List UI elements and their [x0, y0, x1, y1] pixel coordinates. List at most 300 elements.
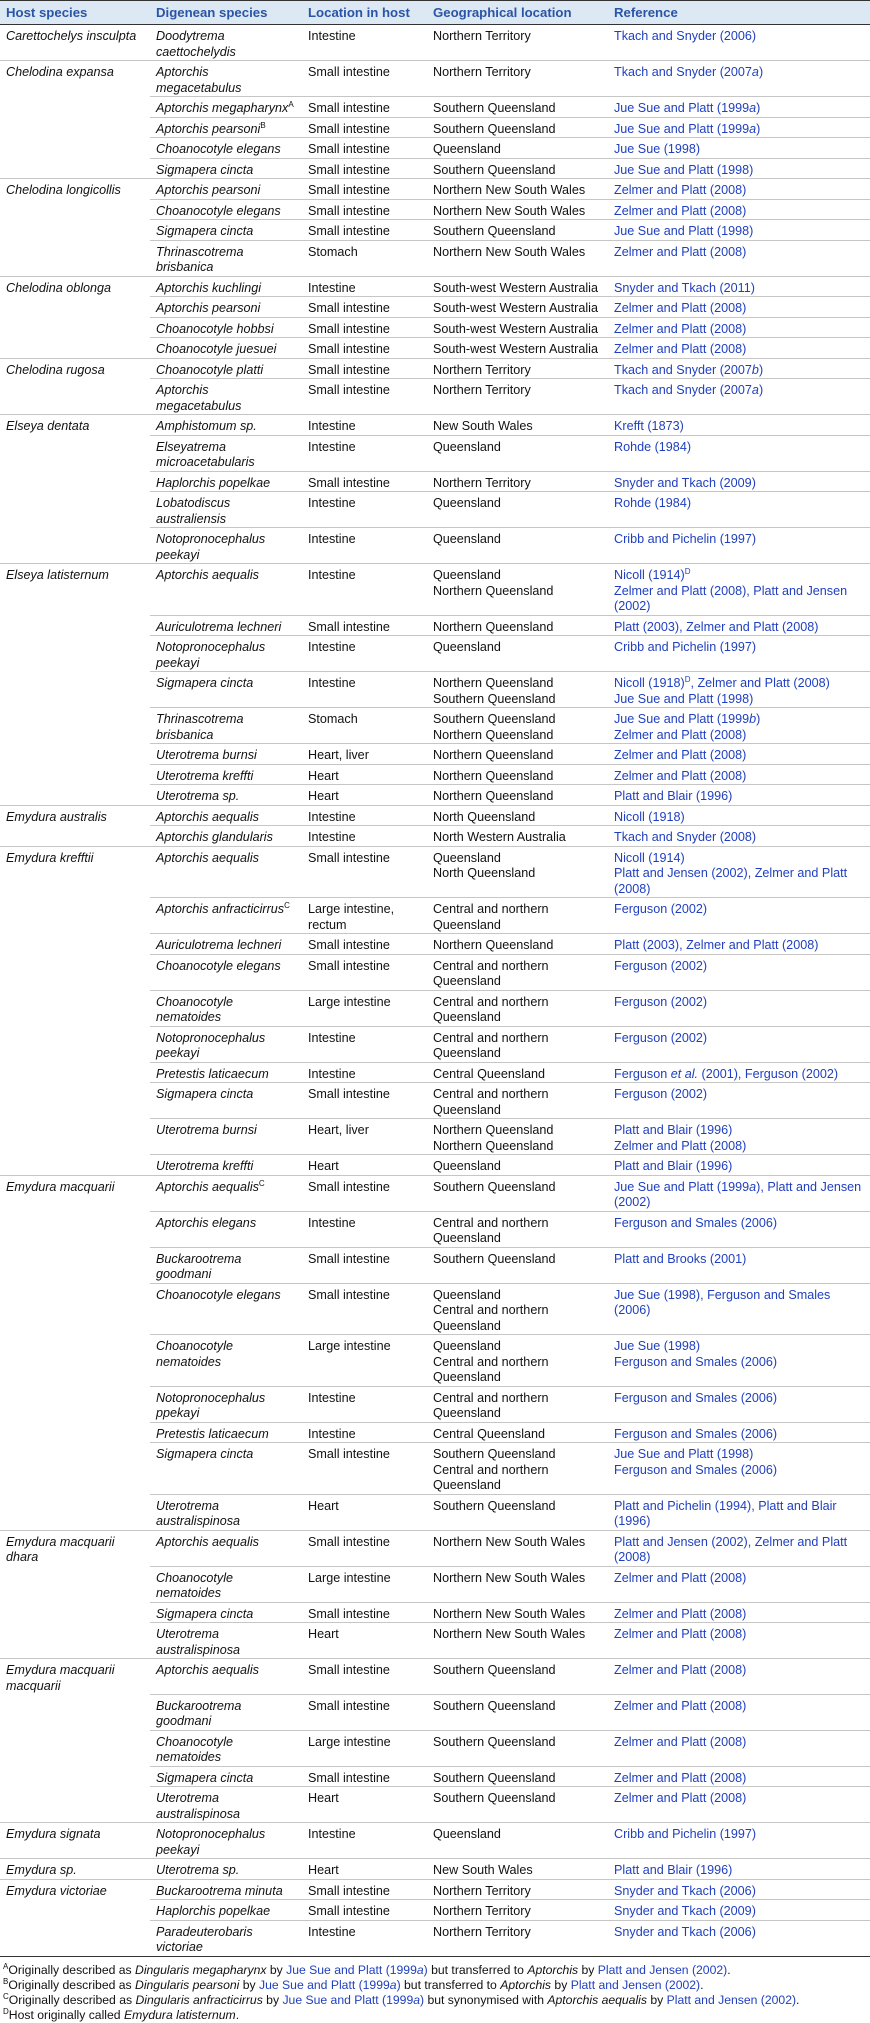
geographical-location-line: Northern Queensland	[433, 789, 554, 803]
geographical-location-cell	[427, 415, 608, 436]
reference-cell	[608, 1386, 870, 1422]
geographical-location-line: Northern Territory	[433, 1924, 531, 1939]
reference-link[interactable]	[614, 440, 864, 456]
reference-text: Zelmer and Platt (2008)	[614, 1734, 747, 1749]
location-in-host-cell: Stomach	[302, 708, 427, 744]
location-in-host-cell: Intestine	[302, 636, 427, 672]
host-species-cell	[0, 826, 150, 847]
table-row	[0, 138, 870, 159]
reference-link[interactable]	[614, 322, 864, 338]
digenean-species-cell	[150, 1694, 302, 1730]
geographical-location-cell	[427, 744, 608, 765]
reference-link[interactable]	[614, 1139, 864, 1155]
location-in-host-cell: Intestine	[302, 1422, 427, 1443]
reference-link[interactable]	[614, 204, 864, 220]
location-in-host-cell: Intestine	[302, 528, 427, 564]
reference-link[interactable]	[614, 789, 864, 805]
digenean-species-name: Buckarootrema minuta	[156, 1883, 283, 1898]
location-in-host-cell: Small intestine	[302, 934, 427, 955]
digenean-species-cell	[150, 1623, 302, 1659]
reference-link[interactable]	[614, 938, 864, 954]
digenean-species-cell	[150, 317, 302, 338]
host-species-cell	[0, 1787, 150, 1823]
reference-link[interactable]	[614, 245, 864, 261]
footnotes	[0, 1957, 870, 2023]
reference-link[interactable]	[614, 728, 864, 744]
location-in-host-cell: Intestine	[302, 805, 427, 826]
table-row	[0, 117, 870, 138]
digenean-species-cell	[150, 744, 302, 765]
reference-link[interactable]	[614, 568, 864, 584]
reference-link[interactable]: Jue Sue and Platt (1999a)	[282, 1992, 425, 2007]
host-species-cell	[0, 708, 150, 744]
table-row	[0, 317, 870, 338]
digenean-species-name: Uterotrema australispinosa	[156, 1791, 241, 1821]
digenean-species-name: Uterotrema australispinosa	[156, 1498, 241, 1528]
host-species-cell: Chelodina expansa	[6, 65, 114, 79]
reference-link[interactable]: Platt and Jensen (2002)	[570, 1977, 701, 1992]
table-row	[0, 220, 870, 241]
reference-link[interactable]: Platt and Jensen (2002)	[597, 1962, 728, 1977]
reference-text: Ferguson (2002)	[614, 958, 708, 973]
host-species-cell	[0, 117, 150, 138]
digenean-species-cell	[150, 1083, 302, 1119]
host-species-cell	[0, 1155, 150, 1176]
reference-link[interactable]	[614, 1499, 864, 1530]
reference-link[interactable]	[614, 1925, 864, 1941]
geographical-location-line: Northern Territory	[433, 383, 531, 397]
geographical-location-cell	[427, 1443, 608, 1495]
reference-link[interactable]	[614, 995, 864, 1011]
reference-link[interactable]	[614, 810, 864, 826]
location-in-host-cell: Heart	[302, 1155, 427, 1176]
digenean-species-cell	[150, 25, 302, 61]
reference-cell	[608, 415, 870, 436]
reference-cell	[608, 672, 870, 708]
reference-text: (2002)	[614, 1195, 651, 1209]
reference-link[interactable]	[614, 692, 864, 708]
reference-text: Nicoll (1918)	[614, 809, 685, 824]
host-species-cell	[0, 471, 150, 492]
host-species-cell	[0, 1443, 150, 1495]
location-in-host-cell: Large intestine	[302, 990, 427, 1026]
reference-cell	[608, 1766, 870, 1787]
host-species-cell	[0, 220, 150, 241]
geographical-location-cell	[427, 1623, 608, 1659]
reference-link[interactable]	[614, 676, 864, 692]
reference-link[interactable]	[614, 851, 864, 867]
reference-link[interactable]	[614, 1535, 864, 1566]
geographical-location-line: Northern Queensland	[433, 583, 554, 598]
reference-text: Ferguson (2002)	[614, 902, 708, 916]
reference-link[interactable]	[614, 496, 864, 512]
geographical-location-cell	[427, 220, 608, 241]
digenean-species-name: Choanocotyle elegans	[156, 203, 281, 218]
reference-link[interactable]	[614, 640, 864, 656]
reference-cell	[608, 1062, 870, 1083]
digenean-species-name: Choanocotyle nematoides	[156, 1734, 234, 1764]
table-row	[0, 1879, 870, 1900]
location-in-host-cell: Small intestine	[302, 615, 427, 636]
geographical-location-line: Northern Territory	[433, 29, 531, 43]
location-in-host-cell: Intestine	[302, 25, 427, 61]
digenean-species-cell	[150, 636, 302, 672]
reference-link[interactable]	[614, 301, 864, 317]
digenean-species-name: Choanocotyle nematoides	[156, 1570, 234, 1600]
reference-link[interactable]	[614, 1791, 864, 1807]
reference-link[interactable]	[614, 419, 864, 435]
reference-text: Zelmer and Platt (2008)	[614, 203, 747, 218]
reference-link[interactable]	[614, 1031, 864, 1047]
reference-link[interactable]	[614, 902, 864, 918]
geographical-location-line: New South Wales	[433, 1863, 533, 1877]
table-row	[0, 435, 870, 471]
geographical-location-line: Northern Queensland	[433, 1138, 554, 1153]
reference-link[interactable]	[614, 1067, 864, 1083]
geographical-location-line: Southern Queensland	[433, 162, 556, 177]
location-in-host-cell: Small intestine	[302, 297, 427, 318]
geographical-location-cell	[427, 636, 608, 672]
geographical-location-cell	[427, 61, 608, 97]
reference-cell	[608, 97, 870, 118]
digenean-species-name: Aptorchis aequalis	[156, 1534, 259, 1549]
digenean-species-name: Sigmapera cincta	[156, 224, 254, 238]
header-geographical-location: Geographical location	[427, 1, 608, 25]
reference-link[interactable]	[614, 224, 864, 240]
table-row	[0, 338, 870, 359]
reference-text: Cribb and Pichelin (1997)	[614, 1827, 757, 1841]
table-row	[0, 158, 870, 179]
digenean-species-cell	[150, 1566, 302, 1602]
table-row	[0, 1494, 870, 1530]
reference-text: Zelmer and Platt (2008)	[614, 321, 747, 336]
footnote	[3, 1993, 867, 2008]
digenean-species-name: Notopronocephalus ppekayi	[156, 1390, 266, 1420]
reference-link[interactable]	[614, 163, 864, 179]
host-species-cell: Elseya dentata	[6, 419, 90, 433]
reference-link[interactable]	[614, 1180, 864, 1211]
host-species-cell	[0, 199, 150, 220]
reference-text: Nicoll (1914)	[614, 850, 685, 865]
table-row	[0, 1787, 870, 1823]
reference-link[interactable]	[614, 1699, 864, 1715]
geographical-location-line: Northern Queensland	[433, 938, 554, 952]
reference-text: Platt and Brooks (2001)	[614, 1251, 747, 1266]
reference-link[interactable]	[614, 1827, 864, 1843]
geographical-location-cell	[427, 708, 608, 744]
digenean-species-name: Sigmapera cincta	[156, 1087, 254, 1101]
table-row	[0, 1659, 870, 1695]
geographical-location-cell	[427, 240, 608, 276]
location-in-host-cell: Small intestine	[302, 1283, 427, 1335]
geographical-location-line: Central and northern Queensland	[433, 1303, 549, 1333]
table-row	[0, 954, 870, 990]
digenean-species-name: Uterotrema burnsi	[156, 1123, 257, 1137]
digenean-species-name: Aptorchis megacetabulus	[156, 383, 242, 413]
digenean-species-cell	[150, 379, 302, 415]
location-in-host-cell: Small intestine	[302, 338, 427, 359]
reference-link[interactable]	[614, 1123, 864, 1139]
reference-text: Tkach and Snyder (2006)	[614, 29, 757, 43]
host-species-cell	[0, 240, 150, 276]
reference-text: Platt and Blair (1996)	[614, 1159, 733, 1173]
digenean-species-name: Notopronocephalus peekayi	[156, 1030, 266, 1060]
geographical-location-cell	[427, 117, 608, 138]
geographical-location-cell	[427, 1730, 608, 1766]
reference-link[interactable]	[614, 1355, 864, 1371]
geographical-location-line: Northern Territory	[433, 475, 531, 490]
reference-text: Nicoll (1918)$^D$, Zelmer and Platt (2008)	[614, 674, 830, 690]
location-in-host-cell: Intestine	[302, 1211, 427, 1247]
digenean-species-cell	[150, 276, 302, 297]
reference-link[interactable]	[614, 1663, 864, 1679]
reference-text: Ferguson (2002)	[614, 1030, 708, 1045]
reference-link[interactable]	[614, 1391, 864, 1407]
header-reference: Reference	[608, 1, 870, 25]
location-in-host-cell: Small intestine	[302, 61, 427, 97]
reference-text: Ferguson and Smales (2006)	[614, 1354, 778, 1369]
geographical-location-cell	[427, 1211, 608, 1247]
reference-link[interactable]	[614, 769, 864, 785]
reference-link[interactable]: Platt and Jensen (2002)	[666, 1992, 797, 2007]
reference-link[interactable]	[614, 1447, 864, 1463]
reference-cell	[608, 1730, 870, 1766]
host-species-cell: Emydura victoriae	[6, 1883, 107, 1898]
digenean-species-name: Pretestis laticaecum	[156, 1066, 269, 1081]
table-row	[0, 1247, 870, 1283]
reference-link[interactable]	[614, 29, 864, 45]
table-row	[0, 1119, 870, 1155]
reference-link[interactable]	[614, 1735, 864, 1751]
reference-link[interactable]	[614, 476, 864, 492]
geographical-location-cell	[427, 954, 608, 990]
reference-link[interactable]	[614, 1863, 864, 1879]
reference-cell	[608, 1083, 870, 1119]
reference-text: Ferguson et al. (2001), Ferguson (2002)	[614, 1066, 839, 1081]
host-species-cell	[0, 1900, 150, 1921]
reference-cell	[608, 1879, 870, 1900]
reference-link[interactable]	[614, 65, 864, 81]
reference-text: Rohde (1984)	[614, 496, 692, 510]
digenean-species-cell	[150, 1283, 302, 1335]
geographical-location-cell	[427, 934, 608, 955]
geographical-location-line: Central and northern Queensland	[433, 958, 549, 988]
reference-link[interactable]	[614, 1216, 864, 1232]
reference-link[interactable]	[614, 959, 864, 975]
table-row	[0, 785, 870, 806]
table-row	[0, 564, 870, 616]
digenean-species-name: Aptorchis aequalis	[156, 809, 259, 824]
host-species-cell	[0, 158, 150, 179]
geographical-location-line: Northern Queensland	[433, 1123, 554, 1137]
geographical-location-line: Queensland	[433, 640, 501, 654]
table-row	[0, 764, 870, 785]
geographical-location-cell	[427, 179, 608, 200]
reference-link[interactable]	[614, 1771, 864, 1787]
table-row	[0, 990, 870, 1026]
digenean-species-cell	[150, 785, 302, 806]
location-in-host-cell: Intestine	[302, 826, 427, 847]
reference-text: Zelmer and Platt (2008)	[614, 1698, 747, 1713]
reference-link[interactable]	[614, 1339, 864, 1355]
footnote-mark: D	[3, 2006, 9, 2016]
location-in-host-cell: Small intestine	[302, 1659, 427, 1695]
geographical-location-cell	[427, 990, 608, 1026]
host-species-cell	[0, 138, 150, 159]
table-row	[0, 1422, 870, 1443]
footnote-marker: C	[284, 900, 290, 910]
geographical-location-cell	[427, 1083, 608, 1119]
reference-cell	[608, 138, 870, 159]
geographical-location-cell	[427, 1247, 608, 1283]
geographical-location-line: Northern New South Wales	[433, 203, 586, 218]
geographical-location-line: Southern Queensland	[433, 1179, 556, 1194]
reference-cell	[608, 61, 870, 97]
reference-link[interactable]	[614, 712, 864, 728]
host-species-cell	[0, 1422, 150, 1443]
digenean-species-cell	[150, 220, 302, 241]
reference-link[interactable]: Jue Sue and Platt (1999a)	[259, 1977, 401, 1992]
geographical-location-cell	[427, 435, 608, 471]
table-row	[0, 1386, 870, 1422]
reference-link[interactable]	[614, 142, 864, 158]
host-species-cell: Chelodina rugosa	[6, 362, 105, 377]
digenean-species-name: Haplorchis popelkae	[156, 475, 271, 490]
reference-link[interactable]	[614, 342, 864, 358]
reference-link[interactable]	[614, 1087, 864, 1103]
digenean-species-cell	[150, 179, 302, 200]
footnote-mark: B	[3, 1976, 9, 1986]
reference-cell	[608, 1211, 870, 1247]
reference-cell	[608, 1659, 870, 1695]
geographical-location-line: Central Queensland	[433, 1066, 546, 1081]
reference-cell	[608, 1566, 870, 1602]
reference-link[interactable]	[614, 532, 864, 548]
host-species-cell	[0, 1062, 150, 1083]
reference-link[interactable]	[614, 748, 864, 764]
location-in-host-cell: Intestine	[302, 415, 427, 436]
reference-link[interactable]	[614, 383, 864, 399]
geographical-location-line: South-west Western Australia	[433, 301, 598, 315]
reference-link[interactable]	[614, 183, 864, 199]
reference-link[interactable]	[614, 1627, 864, 1643]
table-row	[0, 1920, 870, 1956]
table-row	[0, 179, 870, 200]
digenean-species-name: Uterotrema kreffti	[156, 1159, 254, 1173]
geographical-location-cell	[427, 615, 608, 636]
table-row	[0, 1823, 870, 1859]
table-row	[0, 1694, 870, 1730]
host-species-cell	[0, 97, 150, 118]
geographical-location-cell	[427, 1155, 608, 1176]
geographical-location-cell	[427, 338, 608, 359]
host-species-cell	[0, 764, 150, 785]
geographical-location-cell	[427, 898, 608, 934]
geographical-location-cell	[427, 1602, 608, 1623]
reference-link[interactable]	[614, 281, 864, 297]
reference-link[interactable]	[614, 1288, 864, 1319]
location-in-host-cell: Large intestine, rectum	[302, 898, 427, 934]
reference-cell	[608, 1119, 870, 1155]
reference-link[interactable]	[614, 1159, 864, 1175]
reference-text: Platt and Blair (1996)	[614, 1123, 733, 1137]
reference-text: Zelmer and Platt (2008)	[614, 183, 747, 197]
reference-link[interactable]	[614, 1884, 864, 1900]
reference-link[interactable]	[614, 620, 864, 636]
footnote-mark: A	[3, 1961, 9, 1971]
reference-link[interactable]	[614, 1607, 864, 1623]
reference-link[interactable]	[614, 122, 864, 138]
reference-text: Jue Sue and Platt (1998)	[614, 1447, 754, 1461]
reference-link[interactable]	[614, 1252, 864, 1268]
table-row	[0, 1859, 870, 1880]
digenean-species-cell	[150, 528, 302, 564]
digenean-species-cell	[150, 1659, 302, 1695]
host-species-cell	[0, 1566, 150, 1602]
reference-link[interactable]	[614, 101, 864, 117]
reference-text: Ferguson (2002)	[614, 994, 708, 1009]
table-row	[0, 934, 870, 955]
host-species-cell	[0, 1602, 150, 1623]
geographical-location-cell	[427, 1026, 608, 1062]
geographical-location-cell	[427, 138, 608, 159]
digenean-species-cell	[150, 158, 302, 179]
geographical-location-line: Southern Queensland	[433, 101, 556, 115]
reference-link[interactable]	[614, 584, 864, 615]
location-in-host-cell: Intestine	[302, 1920, 427, 1956]
geographical-location-cell	[427, 297, 608, 318]
table-body	[0, 25, 870, 1957]
reference-link[interactable]	[614, 1904, 864, 1920]
table-row	[0, 492, 870, 528]
geographical-location-line: Southern Queensland	[433, 1663, 556, 1677]
digenean-species-cell	[150, 1062, 302, 1083]
geographical-location-cell	[427, 1920, 608, 1956]
location-in-host-cell: Small intestine	[302, 1766, 427, 1787]
reference-cell	[608, 564, 870, 616]
geographical-location-line: Southern Queensland	[433, 1447, 556, 1461]
reference-cell	[608, 846, 870, 898]
reference-cell	[608, 1602, 870, 1623]
digenean-species-name: Paradeuterobaris victoriae	[156, 1924, 253, 1954]
digenean-species-name: Sigmapera cincta	[156, 1606, 254, 1621]
geographical-location-cell	[427, 97, 608, 118]
reference-cell	[608, 1283, 870, 1335]
host-species-cell	[0, 528, 150, 564]
reference-link[interactable]	[614, 1463, 864, 1479]
geographical-location-line: North Western Australia	[433, 830, 566, 844]
location-in-host-cell: Large intestine	[302, 1566, 427, 1602]
geographical-location-line: Central and northern Queensland	[433, 1390, 549, 1420]
location-in-host-cell: Heart	[302, 785, 427, 806]
digenean-species-name: Choanocotyle nematoides	[156, 1339, 234, 1369]
reference-link[interactable]	[614, 363, 864, 379]
digenean-species-name: Buckarootrema goodmani	[156, 1251, 242, 1281]
reference-link[interactable]: Jue Sue and Platt (1999a)	[286, 1962, 428, 1977]
table-row	[0, 1026, 870, 1062]
reference-link[interactable]	[614, 1427, 864, 1443]
reference-text: Jue Sue and Platt (1999b)	[614, 712, 761, 726]
footnote-mark: C	[3, 1991, 9, 2001]
host-species-cell	[0, 672, 150, 708]
reference-link[interactable]	[614, 1571, 864, 1587]
reference-text: Jue Sue (1998)	[614, 1339, 701, 1353]
reference-link[interactable]	[614, 866, 864, 897]
digenean-species-cell	[150, 415, 302, 436]
digenean-species-cell	[150, 934, 302, 955]
reference-link[interactable]	[614, 830, 864, 846]
host-species-cell	[0, 1283, 150, 1335]
